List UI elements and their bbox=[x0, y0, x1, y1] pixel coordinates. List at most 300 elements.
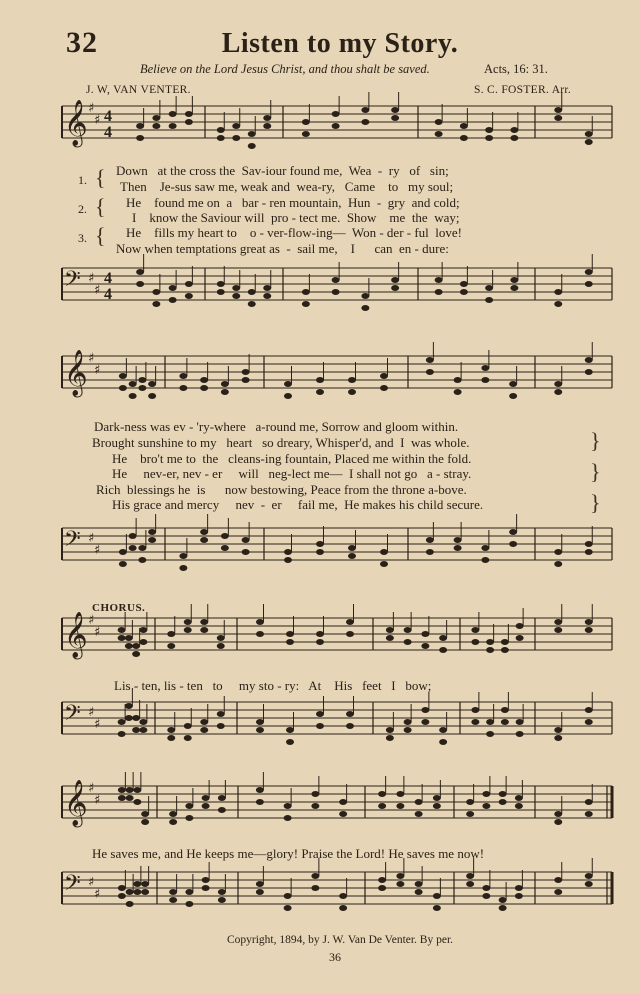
note-head bbox=[125, 715, 133, 721]
note-head bbox=[454, 389, 462, 395]
note-head bbox=[460, 289, 468, 295]
note-head bbox=[202, 877, 210, 883]
note-head bbox=[380, 385, 388, 391]
note-head bbox=[132, 643, 140, 649]
note-head bbox=[415, 811, 423, 817]
note-head bbox=[179, 373, 187, 379]
note-head bbox=[421, 643, 429, 649]
time-signature-top: 4 bbox=[104, 270, 112, 287]
note-head bbox=[501, 707, 509, 713]
note-head bbox=[179, 565, 187, 571]
note-head bbox=[316, 549, 324, 555]
note-head bbox=[516, 731, 524, 737]
note-head bbox=[136, 281, 144, 287]
note-head bbox=[126, 901, 134, 907]
note-head bbox=[471, 627, 479, 633]
note-head bbox=[284, 381, 292, 387]
note-head bbox=[486, 639, 494, 645]
note-head bbox=[404, 639, 412, 645]
note-head bbox=[554, 727, 562, 733]
note-head bbox=[152, 123, 160, 129]
note-head bbox=[378, 877, 386, 883]
note-head bbox=[439, 727, 447, 733]
chorus-lyric-line: Lis - ten, lis - ten to my sto - ry: At His feet I bow; bbox=[114, 678, 432, 693]
note-head bbox=[396, 791, 404, 797]
note-head bbox=[481, 377, 489, 383]
note-head bbox=[396, 881, 404, 887]
note-head bbox=[316, 389, 324, 395]
note-head bbox=[509, 541, 517, 547]
note-head bbox=[217, 127, 225, 133]
note-head bbox=[386, 635, 394, 641]
note-head bbox=[256, 787, 264, 793]
note-head bbox=[136, 269, 144, 275]
verse-brace: } bbox=[590, 490, 601, 515]
note-head bbox=[585, 357, 593, 363]
note-head bbox=[585, 541, 593, 547]
note-head bbox=[485, 285, 493, 291]
note-head bbox=[554, 819, 562, 825]
note-head bbox=[554, 735, 562, 741]
scripture-reference: Acts, 16: 31. bbox=[484, 62, 548, 76]
note-head bbox=[185, 119, 193, 125]
note-head bbox=[256, 619, 264, 625]
note-head bbox=[396, 873, 404, 879]
sharp-icon: ♯ bbox=[88, 101, 95, 116]
note-head bbox=[118, 885, 126, 891]
note-head bbox=[471, 639, 479, 645]
note-head bbox=[486, 647, 494, 653]
note-head bbox=[515, 803, 523, 809]
note-head bbox=[263, 285, 271, 291]
note-head bbox=[139, 727, 147, 733]
note-head bbox=[585, 627, 593, 633]
note-head bbox=[386, 727, 394, 733]
note-head bbox=[439, 635, 447, 641]
note-head bbox=[202, 803, 210, 809]
system2-treble-staff bbox=[0, 350, 640, 430]
verse-number: 2. bbox=[78, 202, 87, 216]
note-head bbox=[435, 131, 443, 137]
note-head bbox=[118, 719, 126, 725]
note-head bbox=[185, 803, 193, 809]
note-head bbox=[391, 277, 399, 283]
bass-clef-icon: 𝄢 bbox=[64, 871, 81, 901]
note-head bbox=[585, 131, 593, 137]
note-head bbox=[185, 293, 193, 299]
note-head bbox=[471, 719, 479, 725]
note-head bbox=[386, 735, 394, 741]
note-head bbox=[129, 381, 137, 387]
sharp-icon: ♯ bbox=[94, 625, 101, 640]
chorus-lyric-line: He saves me, and He keeps me—glory! Praise the Lord! He saves me now! bbox=[92, 846, 485, 861]
note-head bbox=[510, 285, 518, 291]
note-head bbox=[466, 811, 474, 817]
note-head bbox=[256, 631, 264, 637]
note-head bbox=[421, 707, 429, 713]
note-head bbox=[361, 119, 369, 125]
note-head bbox=[515, 795, 523, 801]
lyric-line: His grace and mercy nev - er fail me, He makes his child secure. bbox=[112, 497, 484, 512]
note-head bbox=[136, 135, 144, 141]
arranger-credit: S. C. FOSTER. Arr. bbox=[474, 84, 572, 96]
note-head bbox=[585, 369, 593, 375]
note-head bbox=[139, 627, 147, 633]
note-head bbox=[129, 533, 137, 539]
note-head bbox=[139, 639, 147, 645]
note-head bbox=[167, 631, 175, 637]
note-head bbox=[185, 111, 193, 117]
note-head bbox=[185, 889, 193, 895]
note-head bbox=[439, 647, 447, 653]
note-head bbox=[118, 627, 126, 633]
note-head bbox=[311, 885, 319, 891]
note-head bbox=[148, 381, 156, 387]
note-head bbox=[391, 107, 399, 113]
system1-bass-staff bbox=[0, 262, 640, 342]
note-head bbox=[554, 389, 562, 395]
note-head bbox=[510, 277, 518, 283]
note-head bbox=[133, 881, 141, 887]
note-head bbox=[141, 811, 149, 817]
note-head bbox=[311, 873, 319, 879]
copyright-notice: Copyright, 1894, by J. W. Van De Venter. By per. bbox=[226, 934, 454, 946]
note-head bbox=[585, 619, 593, 625]
note-head bbox=[200, 529, 208, 535]
note-head bbox=[179, 385, 187, 391]
note-head bbox=[554, 301, 562, 307]
note-head bbox=[248, 289, 256, 295]
lyric-line: He nev-er, nev - er will neg-lect me— I shall not go a - stray. bbox=[112, 466, 472, 481]
note-head bbox=[316, 377, 324, 383]
note-head bbox=[302, 119, 310, 125]
note-head bbox=[454, 537, 462, 543]
note-head bbox=[435, 289, 443, 295]
note-head bbox=[232, 135, 240, 141]
note-head bbox=[339, 811, 347, 817]
note-head bbox=[221, 389, 229, 395]
note-head bbox=[200, 719, 208, 725]
note-head bbox=[316, 723, 324, 729]
verse-number: 1. bbox=[78, 173, 87, 187]
note-head bbox=[302, 131, 310, 137]
note-head bbox=[554, 107, 562, 113]
note-head bbox=[284, 815, 292, 821]
note-head bbox=[256, 727, 264, 733]
note-head bbox=[132, 715, 140, 721]
note-head bbox=[169, 111, 177, 117]
note-head bbox=[585, 707, 593, 713]
chorus-label: CHORUS. bbox=[92, 602, 146, 614]
system2-bass-staff bbox=[0, 522, 640, 602]
hymn-title: Listen to my Story. bbox=[221, 28, 459, 59]
lyric-line: He bro't me to the cleans-ing fountain, Placed me within the fold. bbox=[112, 451, 472, 466]
sharp-icon: ♯ bbox=[94, 793, 101, 808]
note-head bbox=[361, 107, 369, 113]
note-head bbox=[133, 799, 141, 805]
note-head bbox=[585, 281, 593, 287]
note-head bbox=[348, 545, 356, 551]
note-head bbox=[585, 873, 593, 879]
note-head bbox=[217, 723, 225, 729]
note-head bbox=[554, 889, 562, 895]
note-head bbox=[169, 811, 177, 817]
note-head bbox=[415, 881, 423, 887]
lyric-line: Now when temptations great as - sail me, I can en - dure: bbox=[116, 241, 449, 256]
treble-clef-icon: 𝄞 bbox=[64, 612, 88, 658]
note-head bbox=[286, 739, 294, 745]
verse-brace: { bbox=[95, 165, 106, 190]
note-head bbox=[125, 635, 133, 641]
note-head bbox=[152, 289, 160, 295]
note-head bbox=[499, 799, 507, 805]
lyric-line: Down at the cross the Sav-iour found me, Wea - ry of sin; bbox=[116, 163, 449, 178]
note-head bbox=[184, 723, 192, 729]
note-head bbox=[126, 889, 134, 895]
note-head bbox=[501, 639, 509, 645]
note-head bbox=[509, 393, 517, 399]
note-head bbox=[332, 277, 340, 283]
note-head bbox=[348, 389, 356, 395]
note-head bbox=[361, 293, 369, 299]
note-head bbox=[125, 703, 133, 709]
note-head bbox=[138, 545, 146, 551]
sharp-icon: ♯ bbox=[88, 613, 95, 628]
note-head bbox=[554, 811, 562, 817]
note-head bbox=[200, 727, 208, 733]
note-head bbox=[332, 123, 340, 129]
note-head bbox=[242, 377, 250, 383]
note-head bbox=[217, 711, 225, 717]
note-head bbox=[435, 119, 443, 125]
note-head bbox=[302, 301, 310, 307]
note-head bbox=[221, 533, 229, 539]
note-head bbox=[516, 719, 524, 725]
note-head bbox=[316, 639, 324, 645]
note-head bbox=[263, 115, 271, 121]
note-head bbox=[460, 135, 468, 141]
note-head bbox=[378, 803, 386, 809]
note-head bbox=[148, 393, 156, 399]
note-head bbox=[346, 711, 354, 717]
note-head bbox=[202, 795, 210, 801]
sharp-icon: ♯ bbox=[88, 705, 95, 720]
note-head bbox=[242, 537, 250, 543]
note-head bbox=[217, 289, 225, 295]
note-head bbox=[585, 139, 593, 145]
note-head bbox=[169, 123, 177, 129]
note-head bbox=[499, 897, 507, 903]
note-head bbox=[217, 635, 225, 641]
note-head bbox=[391, 285, 399, 291]
note-head bbox=[184, 627, 192, 633]
note-head bbox=[485, 297, 493, 303]
note-head bbox=[248, 301, 256, 307]
hymn-number: 32 bbox=[66, 26, 98, 59]
author-credit: J. W, VAN VENTER. bbox=[86, 84, 191, 96]
note-head bbox=[242, 549, 250, 555]
note-head bbox=[481, 557, 489, 563]
note-head bbox=[118, 787, 126, 793]
bass-clef-icon: 𝄢 bbox=[64, 527, 81, 557]
bass-clef-icon: 𝄢 bbox=[64, 701, 81, 731]
note-head bbox=[167, 735, 175, 741]
note-head bbox=[454, 377, 462, 383]
note-head bbox=[185, 815, 193, 821]
note-head bbox=[380, 373, 388, 379]
treble-clef-icon: 𝄞 bbox=[64, 350, 88, 396]
note-head bbox=[482, 885, 490, 891]
note-head bbox=[346, 723, 354, 729]
verse-brace: } bbox=[590, 428, 601, 453]
page-number: 36 bbox=[329, 950, 341, 964]
note-head bbox=[221, 545, 229, 551]
note-head bbox=[585, 269, 593, 275]
note-head bbox=[466, 873, 474, 879]
note-head bbox=[481, 545, 489, 551]
note-head bbox=[148, 537, 156, 543]
sharp-icon: ♯ bbox=[88, 271, 95, 286]
note-head bbox=[284, 893, 292, 899]
note-head bbox=[501, 647, 509, 653]
note-head bbox=[439, 739, 447, 745]
note-head bbox=[515, 885, 523, 891]
note-head bbox=[421, 631, 429, 637]
note-head bbox=[396, 803, 404, 809]
note-head bbox=[554, 619, 562, 625]
note-head bbox=[391, 115, 399, 121]
note-head bbox=[415, 799, 423, 805]
note-head bbox=[460, 123, 468, 129]
note-head bbox=[585, 549, 593, 555]
note-head bbox=[218, 795, 226, 801]
note-head bbox=[119, 373, 127, 379]
note-head bbox=[481, 365, 489, 371]
note-head bbox=[348, 377, 356, 383]
sharp-icon: ♯ bbox=[88, 875, 95, 890]
time-signature-top: 4 bbox=[104, 108, 112, 125]
note-head bbox=[200, 377, 208, 383]
lyric-line: He found me on a bar - ren mountain, Hun - gry and cold; bbox=[126, 195, 460, 210]
verse-brace: { bbox=[95, 194, 106, 219]
note-head bbox=[426, 537, 434, 543]
note-head bbox=[152, 301, 160, 307]
note-head bbox=[184, 619, 192, 625]
sharp-icon: ♯ bbox=[94, 283, 101, 298]
note-head bbox=[499, 905, 507, 911]
note-head bbox=[554, 549, 562, 555]
note-head bbox=[454, 545, 462, 551]
note-head bbox=[482, 893, 490, 899]
note-head bbox=[585, 881, 593, 887]
note-head bbox=[217, 281, 225, 287]
note-head bbox=[404, 627, 412, 633]
note-head bbox=[286, 631, 294, 637]
note-head bbox=[133, 889, 141, 895]
verse-brace: { bbox=[95, 223, 106, 248]
note-head bbox=[200, 385, 208, 391]
note-head bbox=[129, 393, 137, 399]
note-head bbox=[554, 877, 562, 883]
note-head bbox=[311, 791, 319, 797]
chorus-bass-staff bbox=[0, 696, 640, 776]
note-head bbox=[380, 561, 388, 567]
note-head bbox=[185, 281, 193, 287]
note-head bbox=[232, 293, 240, 299]
note-head bbox=[139, 719, 147, 725]
time-signature-bottom: 4 bbox=[104, 286, 112, 303]
note-head bbox=[482, 803, 490, 809]
note-head bbox=[169, 297, 177, 303]
note-head bbox=[263, 123, 271, 129]
note-head bbox=[217, 643, 225, 649]
note-head bbox=[256, 799, 264, 805]
note-head bbox=[516, 635, 524, 641]
sharp-icon: ♯ bbox=[94, 887, 101, 902]
note-head bbox=[118, 635, 126, 641]
note-head bbox=[554, 381, 562, 387]
bass-clef-icon: 𝄢 bbox=[64, 267, 81, 297]
note-head bbox=[421, 719, 429, 725]
note-head bbox=[485, 127, 493, 133]
note-head bbox=[585, 811, 593, 817]
note-head bbox=[433, 795, 441, 801]
note-head bbox=[426, 357, 434, 363]
sharp-icon: ♯ bbox=[88, 351, 95, 366]
note-head bbox=[200, 537, 208, 543]
lyric-line: Brought sunshine to my heart so dreary, Whisper'd, and I was whole. bbox=[92, 435, 470, 450]
scripture-verse: Believe on the Lord Jesus Christ, and thou shalt be saved. bbox=[140, 62, 430, 76]
note-head bbox=[248, 131, 256, 137]
note-head bbox=[426, 549, 434, 555]
note-head bbox=[426, 369, 434, 375]
note-head bbox=[404, 719, 412, 725]
note-head bbox=[167, 643, 175, 649]
note-head bbox=[141, 881, 149, 887]
note-head bbox=[554, 289, 562, 295]
note-head bbox=[133, 787, 141, 793]
note-head bbox=[284, 905, 292, 911]
note-head bbox=[510, 127, 518, 133]
note-head bbox=[218, 889, 226, 895]
note-head bbox=[132, 651, 140, 657]
lyric-line: I know the Saviour will pro - tect me. Show me the way; bbox=[132, 210, 460, 225]
note-head bbox=[554, 115, 562, 121]
note-head bbox=[125, 643, 133, 649]
note-head bbox=[148, 529, 156, 535]
note-head bbox=[256, 881, 264, 887]
note-head bbox=[585, 799, 593, 805]
sharp-icon: ♯ bbox=[94, 717, 101, 732]
note-head bbox=[284, 549, 292, 555]
note-head bbox=[339, 893, 347, 899]
note-head bbox=[486, 719, 494, 725]
note-head bbox=[339, 905, 347, 911]
note-head bbox=[221, 381, 229, 387]
note-head bbox=[386, 627, 394, 633]
note-head bbox=[232, 123, 240, 129]
note-head bbox=[169, 889, 177, 895]
note-head bbox=[136, 123, 144, 129]
verse-brace: } bbox=[590, 459, 601, 484]
sharp-icon: ♯ bbox=[94, 543, 101, 558]
note-head bbox=[118, 795, 126, 801]
note-head bbox=[485, 135, 493, 141]
note-head bbox=[232, 285, 240, 291]
note-head bbox=[284, 393, 292, 399]
note-head bbox=[482, 791, 490, 797]
treble-clef-icon: 𝄞 bbox=[64, 780, 88, 826]
